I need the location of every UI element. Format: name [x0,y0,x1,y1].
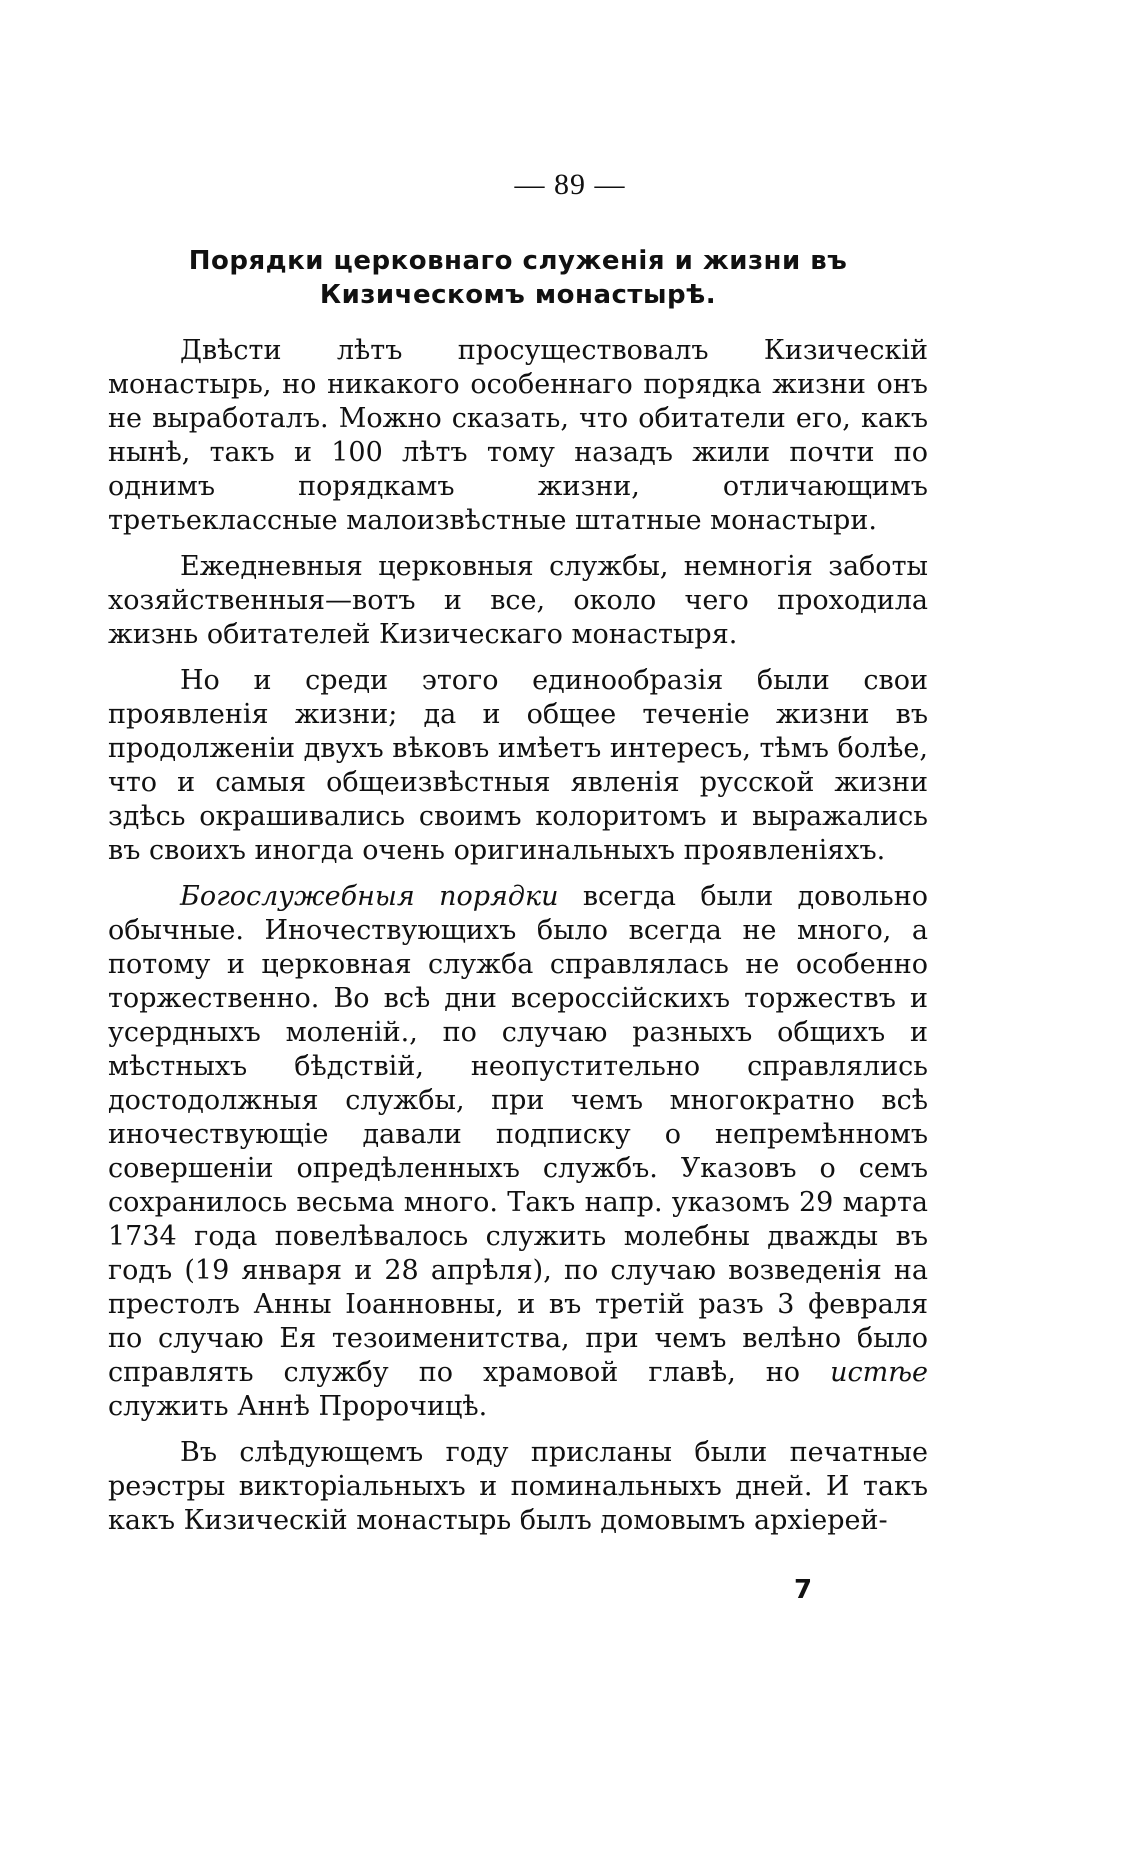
paragraph-1: Двѣсти лѣтъ просуществовалъ Кизическій монастырь, но никакого особеннаго порядка жизни онъ не выработалъ. Можно сказать, что обитатели его, какъ нынѣ, такъ и 100 лѣтъ тому назадъ жили почти по однимъ порядкамъ жизни, отличающимъ третьеклассные малоизвѣстные штатные монастыри. [108,335,928,536]
paragraph-2: Ежедневныя церковныя службы, немногія заботы хозяйственныя—вотъ и все, около чего проходила жизнь обитателей Кизическаго монастыря. [108,551,928,650]
text-block [108,244,928,1550]
page-number: — 89 — [514,168,626,201]
paragraph-3: Но и среди этого единообразія были свои проявленія жизни; да и общее теченіе жизни въ продолженіи двухъ вѣковъ имѣетъ интересъ, тѣмъ болѣе, что и самыя общеизвѣстныя явленія русской жизни здѣсь окрашивались своимъ колоритомъ и выражались въ своихъ иногда очень оригинальныхъ проявленіяхъ. [108,665,928,866]
chapter-title: Порядки церковнаго служенія и жизни въ Кизическомъ монастырѣ. [188,246,848,310]
paragraph-4 [108,880,928,1424]
body-text [108,334,928,1538]
italic-word: истѣе [830,1357,928,1388]
paragraph-4-text: всегда были довольно обычные. Иночествующихъ было всегда не много, а потому и церковная служба справлялась не особенно торжественно. Во всѣ дни всероссійскихъ торжествъ и усердныхъ моленій., по случаю разныхъ общихъ и мѣстныхъ бѣдствій, неопустительно справлялись достодолжныя службы, при чемъ многократно всѣ иночествующіе давали подписку о непремѣнномъ совершеніи опредѣленныхъ службъ. Указовъ о семъ сохранилось весьма много. Такъ напр. указомъ 29 марта 1734 года повелѣвалось служить молебны дважды въ годъ (19 января и 28 апрѣля), по случаю возведенія на престолъ Анны Іоанновны, и въ третій разъ 3 февраля по случаю Ея тезоименитства, при чемъ велѣно было справлять службу по храмовой главѣ, но [108,881,928,1388]
signature-mark: 7 [794,1575,813,1605]
italic-lead: Богослужебныя порядки [180,881,559,912]
paragraph-4-text-end: служить Аннѣ Пророчицѣ. [108,1391,488,1422]
paragraph-5: Въ слѣдующемъ году присланы были печатные реэстры викторіальныхъ и поминальныхъ дней. И такъ какъ Кизическій монастырь былъ домовымъ архіерей- [108,1437,928,1536]
